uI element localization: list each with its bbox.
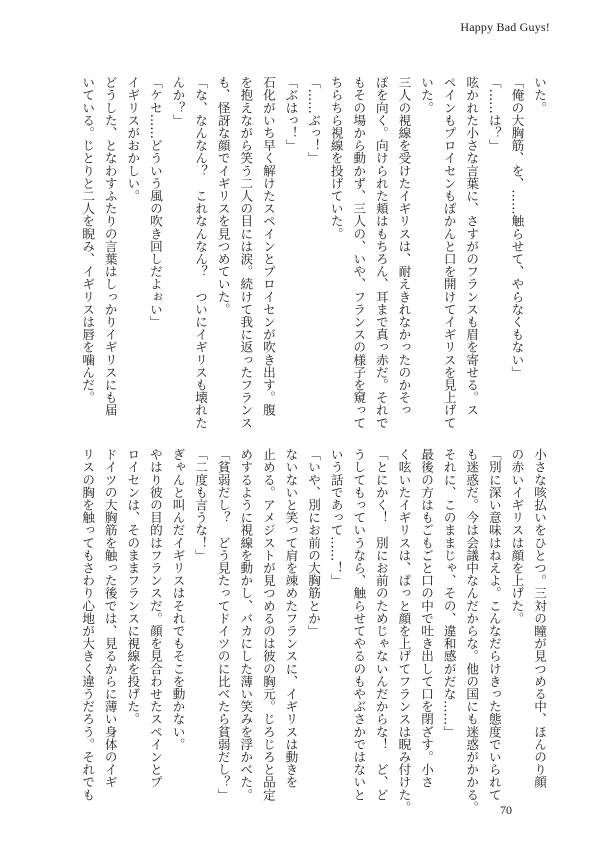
text-line: 「俺の大胸筋、を、……触らせて、やらなくもない」 [509, 76, 525, 379]
text-line: めするように視線を動かし、バカにした薄い笑みを浮かべた。 [238, 448, 254, 801]
text-line: の赤いイギリスは顔を上げた。 [509, 448, 525, 625]
text-line: 止める。アメジストが見つめるのは彼の胸元。じろじろと品定 [260, 448, 276, 801]
text-line: うしてもっていうなら、触らせてやるのもやぶさかではないと [351, 448, 367, 801]
text-line: ロイセンは、そのままフランスに視線を投げた。 [125, 448, 141, 726]
text-line: ペインもプロイセンもぽかんと口を開けてイギリスを見上げて [441, 76, 457, 429]
text-line: く呟いたイギリスは、ぱっと顔を上げてフランスは睨み付けた。 [396, 448, 412, 814]
text-line: それに、このままじゃ、その、違和感がだな……」 [441, 448, 457, 738]
text-line: 「ケセ……どういう風の吹き回しだよぉい」 [147, 76, 163, 328]
text-line: も迷惑だ。今は会議中なんだからな。他の国にも迷惑がかかる。 [464, 448, 480, 814]
text-line: 小さな咳払いをひとつ。三対の瞳が見つめる中、ほんのり顔 [532, 448, 547, 789]
text-line: リスの胸を触ってもさわり心地が大きく違うだろう。それでも [80, 448, 96, 801]
text-line: も、怪訝な顔でイギリスを見つめていた。 [215, 76, 231, 316]
text-line: もその場から動かず、三人の、いや、フランスの様子を窺って [351, 76, 367, 429]
text-line: 「二度も言うな！」 [193, 448, 209, 562]
running-header: Happy Bad Guys! [460, 20, 550, 34]
text-line: いた。 [532, 76, 547, 114]
text-line: 呟かれた小さな言葉に、さすがのフランスも眉を寄せる。ス [464, 76, 480, 417]
text-line: 「とにかく！ 別にお前のためじゃないんだからな！ ど、ど [373, 448, 389, 801]
text-line: 三人の視線を受けたイギリスは、耐えきれなかったのかそっ [396, 76, 412, 417]
text-line: んか？」 [170, 76, 186, 127]
text-line: やはり彼の目的はフランスだ。顔を見合わせたスペインとプ [147, 448, 163, 789]
text-line: 「……ぶっ！」 [306, 76, 322, 165]
text-line: イギリスがおかしい。 [125, 76, 141, 202]
text-line: ちらちら視線を投げていた。 [328, 76, 344, 240]
text-line: いた。 [419, 76, 435, 114]
text-line: 石化がいち早く解けたスペインとプロイセンが吹き出す。腹 [260, 76, 276, 417]
text-line: 最後の方はもごもごと口の中で吐き出して口を閉ざす。小さ [419, 448, 435, 789]
text-line: 「いや、別にお前の大胸筋とか」 [306, 448, 322, 637]
text-line: どうした、となわすふたりの言葉はしっかりイギリスにも届 [102, 76, 118, 417]
page-number: 70 [500, 803, 512, 817]
upper-text-block [80, 76, 550, 429]
text-line: ドイツの大胸筋を触った後では、見るからに薄い身体のイギ [102, 448, 118, 789]
text-line: いている。じとりと二人を睨み、イギリスは唇を噛んだ。 [80, 76, 96, 404]
text-line: いう話であって……！」 [328, 448, 344, 587]
text-line: ないないと笑って肩を竦めたフランスに、イギリスは動きを [283, 448, 299, 789]
text-line: 「ぶはっ！」 [283, 76, 299, 152]
text-line: 「貧弱だし？ どう見たってドイツのに比べたら貧弱だし？」 [215, 448, 231, 801]
text-line: 「別に深い意味はねえよ。こんなだらけきった態度でいられて [486, 448, 502, 801]
text-line: 「……は？」 [486, 76, 502, 152]
text-line: 「な、なんなん？ これなんなん？ ついにイギリスも壊れた [193, 76, 209, 429]
text-line: ぎゃんと叫んだイギリスはそれでもそこを動かない。 [170, 448, 186, 751]
text-line: ぽを向く。向けられた頬はもちろん、耳まで真っ赤だ。それで [373, 76, 389, 429]
text-line: を抱えながら笑う二人の目には涙。続けて我に返ったフランス [238, 76, 254, 429]
